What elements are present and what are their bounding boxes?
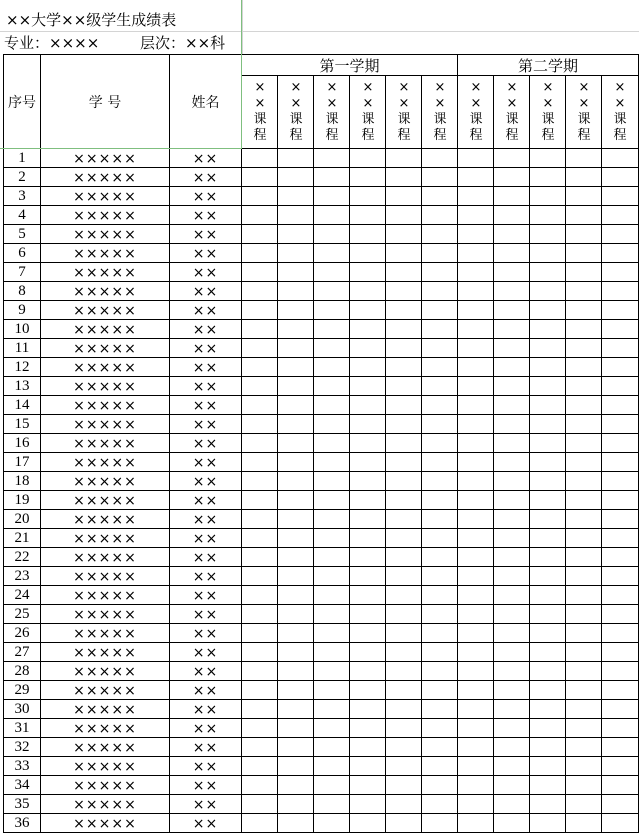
course-header-5[interactable]: ××课程 [397, 80, 411, 143]
student-id-cell[interactable]: ××××× [73, 473, 137, 490]
header-index[interactable]: 序号 [8, 94, 36, 111]
student-name-cell[interactable]: ×× [192, 283, 219, 300]
course-header-9[interactable]: ××课程 [541, 80, 555, 143]
course-header-3[interactable]: ××课程 [325, 80, 339, 143]
table-row [0, 510, 639, 529]
table-row [0, 358, 639, 377]
row-index-cell[interactable]: 5 [18, 226, 26, 242]
student-id-cell[interactable]: ××××× [73, 587, 137, 604]
row-border [3, 737, 639, 738]
table-row [0, 605, 639, 624]
row-index-cell[interactable]: 16 [14, 435, 30, 451]
column-border [40, 54, 41, 833]
row-index-cell[interactable]: 33 [14, 758, 30, 774]
student-name-cell[interactable]: ×× [192, 568, 219, 585]
row-index-cell[interactable]: 7 [18, 264, 26, 280]
table-row [0, 225, 639, 244]
row-index-cell[interactable]: 22 [14, 549, 30, 565]
header-name[interactable]: 姓名 [191, 94, 220, 111]
table-row [0, 643, 639, 662]
table-row [0, 168, 639, 187]
student-id-cell[interactable]: ××××× [73, 682, 137, 699]
row-index-cell[interactable]: 17 [14, 454, 30, 470]
table-row [0, 282, 639, 301]
table-row [0, 586, 639, 605]
row-index-cell[interactable]: 32 [14, 739, 30, 755]
student-name-cell[interactable]: ×× [192, 321, 219, 338]
column-border [349, 75, 350, 833]
table-row [0, 244, 639, 263]
table-row [0, 396, 639, 415]
header-student-id[interactable]: 学 号 [88, 94, 122, 111]
student-id-cell[interactable]: ××××× [73, 245, 137, 262]
row-index-cell[interactable]: 12 [14, 359, 30, 375]
student-id-cell[interactable]: ××××× [73, 549, 137, 566]
student-name-cell[interactable]: ×× [192, 245, 219, 262]
row-index-cell[interactable]: 29 [14, 682, 30, 698]
student-id-cell[interactable]: ××××× [73, 416, 137, 433]
column-border [241, 54, 242, 833]
row-border [3, 414, 639, 415]
table-row [0, 263, 639, 282]
table-row [0, 149, 639, 168]
column-border [313, 75, 314, 833]
row-border [3, 585, 639, 586]
row-border [3, 756, 639, 757]
student-id-cell[interactable]: ××××× [73, 530, 137, 547]
header-semester-1[interactable]: 第一学期 [319, 56, 380, 75]
student-name-cell[interactable]: ×× [192, 416, 219, 433]
row-border [3, 566, 639, 567]
row-index-cell[interactable]: 8 [18, 283, 26, 299]
row-border [3, 186, 639, 187]
student-id-cell[interactable]: ××××× [73, 758, 137, 775]
course-header-4[interactable]: ××课程 [361, 80, 375, 143]
row-border [3, 794, 639, 795]
student-name-cell[interactable]: ×× [192, 549, 219, 566]
header-semester-2[interactable]: 第二学期 [517, 56, 578, 75]
student-name-cell[interactable]: ×× [192, 169, 219, 186]
table-row [0, 472, 639, 491]
student-id-cell[interactable]: ××××× [73, 568, 137, 585]
table-row [0, 339, 639, 358]
course-header-8[interactable]: ××课程 [505, 80, 519, 143]
row-border [3, 604, 639, 605]
student-id-cell[interactable]: ××××× [73, 777, 137, 794]
row-index-cell[interactable]: 11 [14, 340, 30, 356]
student-id-cell[interactable]: ××××× [73, 796, 137, 813]
student-name-cell[interactable]: ×× [192, 644, 219, 661]
row-index-cell[interactable]: 10 [14, 321, 30, 337]
row-index-cell[interactable]: 30 [14, 701, 30, 717]
major-label[interactable]: 专业：×××× [4, 34, 100, 52]
gridline-horizontal [0, 31, 639, 32]
student-id-cell[interactable]: ××××× [73, 644, 137, 661]
row-border [3, 775, 639, 776]
table-row [0, 795, 639, 814]
row-border [3, 319, 639, 320]
student-name-cell[interactable]: ×× [192, 302, 219, 319]
row-index-cell[interactable]: 28 [14, 663, 30, 679]
student-name-cell[interactable]: ×× [192, 777, 219, 794]
row-index-cell[interactable]: 3 [18, 188, 26, 204]
column-border [601, 75, 602, 833]
table-row [0, 206, 639, 225]
row-border [3, 243, 639, 244]
column-border [529, 75, 530, 833]
student-id-cell[interactable]: ××××× [73, 606, 137, 623]
row-index-cell[interactable]: 18 [14, 473, 30, 489]
row-border [3, 300, 639, 301]
student-id-cell[interactable]: ××××× [73, 625, 137, 642]
student-id-cell[interactable]: ××××× [73, 511, 137, 528]
table-row [0, 377, 639, 396]
student-name-cell[interactable]: ×× [192, 530, 219, 547]
student-id-cell[interactable]: ××××× [73, 701, 137, 718]
row-border [3, 338, 639, 339]
table-row [0, 624, 639, 643]
table-row [0, 548, 639, 567]
student-id-cell[interactable]: ××××× [73, 435, 137, 452]
row-border [3, 490, 639, 491]
row-index-cell[interactable]: 23 [14, 568, 30, 584]
student-id-cell[interactable]: ××××× [73, 226, 137, 243]
gridline-vertical [242, 0, 243, 55]
student-name-cell[interactable]: ×× [192, 359, 219, 376]
row-border [3, 433, 639, 434]
row-border [3, 224, 639, 225]
student-id-cell[interactable]: ××××× [73, 492, 137, 509]
column-border [457, 54, 458, 833]
student-name-cell[interactable]: ×× [192, 796, 219, 813]
student-name-cell[interactable]: ×× [192, 340, 219, 357]
table-row [0, 415, 639, 434]
student-id-cell[interactable]: ××××× [73, 397, 137, 414]
student-name-cell[interactable]: ×× [192, 150, 219, 167]
table-row [0, 700, 639, 719]
course-header-11[interactable]: ××课程 [613, 80, 627, 143]
row-border [3, 699, 639, 700]
row-border [3, 832, 639, 833]
column-border [493, 75, 494, 833]
student-name-cell[interactable]: ×× [192, 188, 219, 205]
row-index-cell[interactable]: 27 [14, 644, 30, 660]
student-name-cell[interactable]: ×× [192, 435, 219, 452]
student-id-cell[interactable]: ××××× [73, 815, 137, 832]
student-id-cell[interactable]: ××××× [73, 283, 137, 300]
table-row [0, 491, 639, 510]
table-row [0, 567, 639, 586]
row-index-cell[interactable]: 36 [14, 815, 30, 831]
student-name-cell[interactable]: ×× [192, 815, 219, 832]
table-row [0, 434, 639, 453]
row-index-cell[interactable]: 21 [14, 530, 30, 546]
row-border [3, 281, 639, 282]
student-name-cell[interactable]: ×× [192, 378, 219, 395]
row-index-cell[interactable]: 14 [14, 397, 30, 413]
student-name-cell[interactable]: ×× [192, 701, 219, 718]
selection-edge [241, 0, 242, 148]
student-name-cell[interactable]: ×× [192, 454, 219, 471]
row-border [3, 262, 639, 263]
row-index-cell[interactable]: 19 [14, 492, 30, 508]
row-border [3, 528, 639, 529]
table-row [0, 757, 639, 776]
row-border [3, 395, 639, 396]
row-index-cell[interactable]: 1 [18, 150, 26, 166]
row-border [3, 471, 639, 472]
student-name-cell[interactable]: ×× [192, 511, 219, 528]
student-id-cell[interactable]: ××××× [73, 378, 137, 395]
row-border [3, 661, 639, 662]
student-name-cell[interactable]: ×× [192, 207, 219, 224]
course-header-6[interactable]: ××课程 [433, 80, 447, 143]
row-border [3, 205, 639, 206]
student-id-cell[interactable]: ××××× [73, 720, 137, 737]
table-row [0, 187, 639, 206]
row-index-cell[interactable]: 35 [14, 796, 30, 812]
sheet-title[interactable]: ××大学××级学生成绩表 [6, 11, 177, 29]
table-row [0, 662, 639, 681]
column-border [277, 75, 278, 833]
row-border [3, 167, 639, 168]
row-index-cell[interactable]: 24 [14, 587, 30, 603]
row-index-cell[interactable]: 20 [14, 511, 30, 527]
row-border [3, 718, 639, 719]
row-index-cell[interactable]: 25 [14, 606, 30, 622]
row-index-cell[interactable]: 31 [14, 720, 30, 736]
row-border [3, 547, 639, 548]
student-name-cell[interactable]: ×× [192, 682, 219, 699]
row-index-cell[interactable]: 34 [14, 777, 30, 793]
student-name-cell[interactable]: ×× [192, 663, 219, 680]
student-id-cell[interactable]: ××××× [73, 454, 137, 471]
row-index-cell[interactable]: 15 [14, 416, 30, 432]
column-border [3, 54, 4, 833]
student-id-cell[interactable]: ××××× [73, 340, 137, 357]
row-index-cell[interactable]: 4 [18, 207, 26, 223]
row-border [3, 376, 639, 377]
student-name-cell[interactable]: ×× [192, 758, 219, 775]
row-index-cell[interactable]: 9 [18, 302, 26, 318]
row-border [3, 813, 639, 814]
student-name-cell[interactable]: ×× [192, 739, 219, 756]
student-name-cell[interactable]: ×× [192, 606, 219, 623]
selection-edge [0, 148, 242, 149]
student-id-cell[interactable]: ××××× [73, 739, 137, 756]
student-id-cell[interactable]: ××××× [73, 321, 137, 338]
student-name-cell[interactable]: ×× [192, 587, 219, 604]
table-row [0, 738, 639, 757]
table-row [0, 814, 639, 833]
row-border [3, 680, 639, 681]
row-border [3, 452, 639, 453]
student-id-cell[interactable]: ××××× [73, 207, 137, 224]
table-row [0, 776, 639, 795]
table-row [0, 301, 639, 320]
table-row [0, 719, 639, 738]
table-row [0, 529, 639, 548]
student-name-cell[interactable]: ×× [192, 264, 219, 281]
row-border [3, 357, 639, 358]
column-border [421, 75, 422, 833]
column-border [565, 75, 566, 833]
student-id-cell[interactable]: ××××× [73, 302, 137, 319]
level-label[interactable]: 层次：××科 [140, 34, 226, 52]
student-id-cell[interactable]: ××××× [73, 264, 137, 281]
course-header-2[interactable]: ××课程 [289, 80, 303, 143]
row-border [3, 623, 639, 624]
student-id-cell[interactable]: ××××× [73, 169, 137, 186]
column-border [169, 54, 170, 833]
row-border [3, 642, 639, 643]
student-id-cell[interactable]: ××××× [73, 359, 137, 376]
table-row [0, 681, 639, 700]
student-name-cell[interactable]: ×× [192, 226, 219, 243]
row-border [3, 509, 639, 510]
student-name-cell[interactable]: ×× [192, 492, 219, 509]
student-name-cell[interactable]: ×× [192, 625, 219, 642]
student-name-cell[interactable]: ×× [192, 397, 219, 414]
student-name-cell[interactable]: ×× [192, 473, 219, 490]
row-index-cell[interactable]: 26 [14, 625, 30, 641]
row-index-cell[interactable]: 13 [14, 378, 30, 394]
table-border-top [3, 54, 639, 55]
row-index-cell[interactable]: 6 [18, 245, 26, 261]
student-id-cell[interactable]: ××××× [73, 188, 137, 205]
course-header-1[interactable]: ××课程 [253, 80, 267, 143]
column-border [385, 75, 386, 833]
student-id-cell[interactable]: ××××× [73, 663, 137, 680]
course-header-7[interactable]: ××课程 [469, 80, 483, 143]
semester-header-divider [242, 75, 639, 76]
student-id-cell[interactable]: ××××× [73, 150, 137, 167]
table-row [0, 453, 639, 472]
course-header-10[interactable]: ××课程 [577, 80, 591, 143]
row-index-cell[interactable]: 2 [18, 169, 26, 185]
student-name-cell[interactable]: ×× [192, 720, 219, 737]
table-row [0, 320, 639, 339]
